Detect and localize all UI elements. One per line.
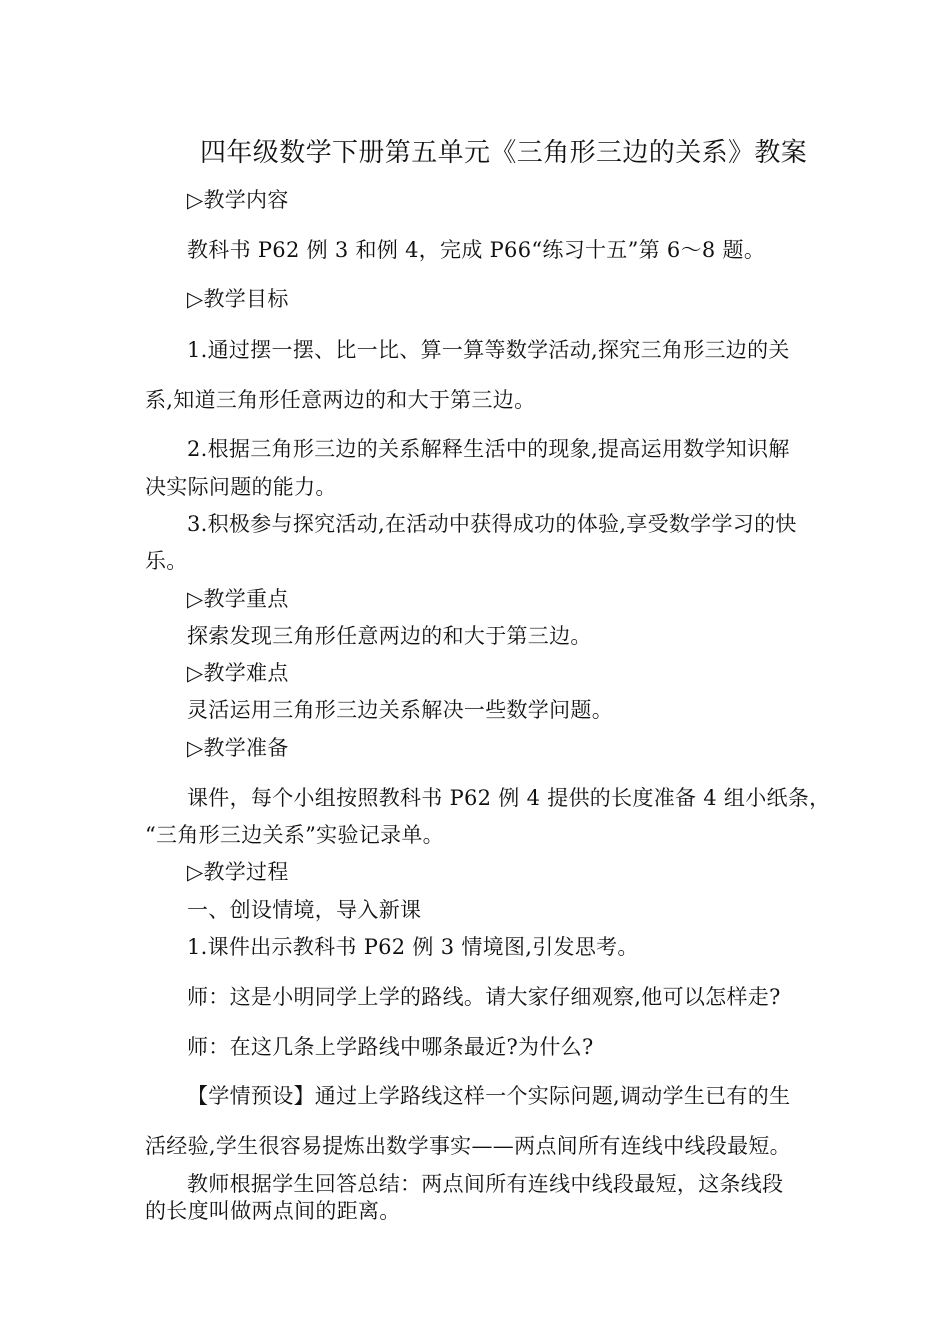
paragraph-preparation-cont: “三角形三边关系”实验记录单。	[145, 823, 444, 847]
section-heading-difficulty: ▷教学难点	[187, 661, 289, 685]
paragraph-key-point: 探索发现三角形任意两边的和大于第三边。	[187, 624, 592, 648]
paragraph-preset-cont: 活经验,学生很容易提炼出数学事实——两点间所有连线中线段最短。	[145, 1134, 791, 1158]
document-title: 四年级数学下册第五单元《三角形三边的关系》教案	[200, 138, 808, 168]
subheading-intro: 一、创设情境，导入新课	[187, 898, 422, 922]
paragraph-preparation: 课件，每个小组按照教科书 P62 例 4 提供的长度准备 4 组小纸条，	[187, 786, 831, 810]
paragraph-preset: 【学情预设】通过上学路线这样一个实际问题,调动学生已有的生	[187, 1084, 791, 1108]
section-heading-content: ▷教学内容	[187, 188, 289, 212]
paragraph-step-1: 1.课件出示教科书 P62 例 3 情境图,引发思考。	[187, 935, 639, 959]
section-heading-preparation: ▷教学准备	[187, 736, 289, 760]
paragraph-teacher-1: 师：这是小明同学上学的路线。请大家仔细观察,他可以怎样走?	[187, 985, 781, 1009]
paragraph-objective-3-cont: 乐。	[145, 549, 188, 573]
section-heading-process: ▷教学过程	[187, 860, 289, 884]
paragraph-objective-3: 3.积极参与探究活动,在活动中获得成功的体验,享受数学学习的快	[187, 512, 797, 536]
paragraph-summary-cont: 的长度叫做两点间的距离。	[145, 1199, 401, 1223]
section-heading-key-point: ▷教学重点	[187, 587, 289, 611]
paragraph-teacher-2: 师：在这几条上学路线中哪条最近?为什么?	[187, 1035, 594, 1059]
paragraph-objective-1-cont: 系,知道三角形任意两边的和大于第三边。	[145, 388, 536, 412]
paragraph-objective-1: 1.通过摆一摆、比一比、算一算等数学活动,探究三角形三边的关	[187, 338, 790, 362]
paragraph-objective-2-cont: 决实际问题的能力。	[145, 475, 337, 499]
paragraph-summary: 教师根据学生回答总结：两点间所有连线中线段最短，这条线段	[187, 1172, 784, 1196]
paragraph-difficulty: 灵活运用三角形三边关系解决一些数学问题。	[187, 698, 613, 722]
paragraph-objective-2: 2.根据三角形三边的关系解释生活中的现象,提高运用数学知识解	[187, 437, 790, 461]
section-heading-objectives: ▷教学目标	[187, 287, 289, 311]
paragraph-content: 教科书 P62 例 3 和例 4，完成 P66“练习十五”第 6～8 题。	[187, 238, 766, 262]
